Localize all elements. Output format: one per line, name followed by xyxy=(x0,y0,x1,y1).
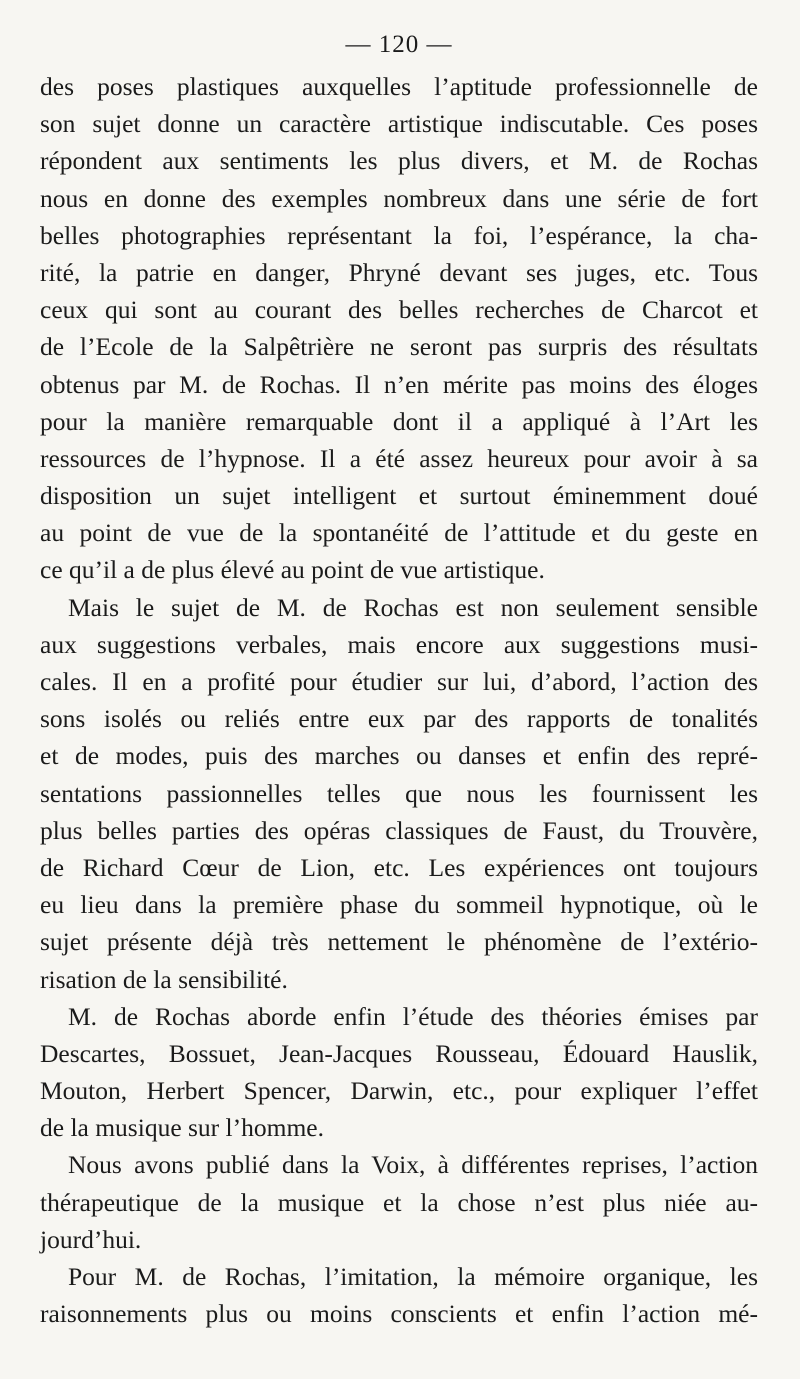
text-line: disposition un sujet intelligent et surtout éminemment doué xyxy=(40,481,758,511)
text-line: belles photographies représentant la foi, l’espérance, la cha- xyxy=(40,220,758,250)
text-line: obtenus par M. de Rochas. Il n’en mérite pas moins des éloges xyxy=(40,369,758,399)
text-line: raisonnements plus ou moins conscients et enfin l’action mé- xyxy=(40,1299,758,1329)
text-line: jourd’hui. xyxy=(40,1224,142,1254)
text-line: pour la manière remarquable dont il a appliqué à l’Art les xyxy=(40,406,758,436)
text-line: risation de la sensibilité. xyxy=(40,964,288,994)
text-line: et de modes, puis des marches ou danses et enfin des repré- xyxy=(40,741,758,771)
text-line: de Richard Cœur de Lion, etc. Les expériences ont toujours xyxy=(40,852,758,882)
text-line: des poses plastiques auxquelles l’aptitude professionnelle de xyxy=(40,72,758,101)
text-line: ce qu’il a de plus élevé au point de vue artistique. xyxy=(40,555,545,585)
text-line: sentations passionnelles telles que nous les fournissent les xyxy=(40,778,758,808)
text-line: son sujet donne un caractère artistique indiscutable. Ces poses xyxy=(40,109,758,139)
text-line: Pour M. de Rochas, l’imitation, la mémoire organique, les xyxy=(68,1262,758,1291)
text-line: Mouton, Herbert Spencer, Darwin, etc., pour expliquer l’effet xyxy=(40,1076,758,1106)
text-line: aux suggestions verbales, mais encore aux suggestions musi- xyxy=(40,629,758,659)
text-line: de l’Ecole de la Salpêtrière ne seront pas surpris des résultats xyxy=(40,332,758,362)
text-line: eu lieu dans la première phase du sommeil hypnotique, où le xyxy=(40,890,758,920)
text-line: ressources de l’hypnose. Il a été assez heureux pour avoir à sa xyxy=(40,443,758,473)
text-line: ceux qui sont au courant des belles recherches de Charcot et xyxy=(40,295,758,325)
text-line: Nous avons publié dans la Voix, à différentes reprises, l’action xyxy=(68,1150,758,1180)
body-text xyxy=(40,68,758,1332)
text-line: au point de vue de la spontanéité de l’attitude et du geste en xyxy=(40,518,758,548)
text-line: cales. Il en a profité pour étudier sur lui, d’abord, l’action des xyxy=(40,667,758,696)
text-line: rité, la patrie en danger, Phryné devant ses juges, etc. Tous xyxy=(40,257,758,287)
text-line: de la musique sur l’homme. xyxy=(40,1113,324,1143)
text-line: sons isolés ou reliés entre eux par des rapports de tonalités xyxy=(40,704,758,734)
text-line: nous en donne des exemples nombreux dans une série de fort xyxy=(40,183,758,213)
text-line: M. de Rochas aborde enfin l’étude des théories émises par xyxy=(68,1001,758,1031)
text-line: thérapeutique de la musique et la chose n’est plus niée au- xyxy=(40,1187,758,1217)
page-number: — 120 — xyxy=(345,31,453,58)
text-line: répondent aux sentiments les plus divers, et M. de Rochas xyxy=(40,146,758,176)
text-line: Mais le sujet de M. de Rochas est non seulement sensible xyxy=(68,592,758,622)
text-line: plus belles parties des opéras classiques de Faust, du Trouvère, xyxy=(40,815,758,845)
text-line: Descartes, Bossuet, Jean-Jacques Rousseau, Édouard Hauslik, xyxy=(40,1038,758,1068)
text-line: sujet présente déjà très nettement le phénomène de l’extério- xyxy=(40,927,758,957)
